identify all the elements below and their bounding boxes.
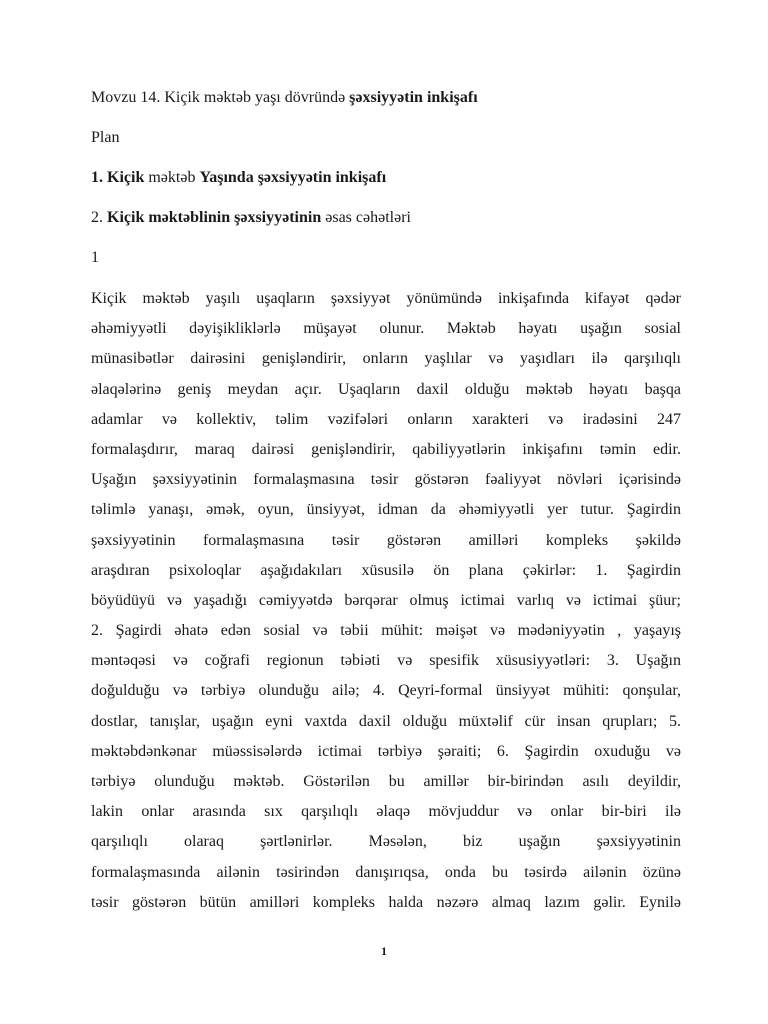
plan-item-2-part-3: əsas cəhətləri — [321, 209, 411, 226]
body-line: təsir göstərən bütün amilləri kompleks halda nəzərə almaq lazım gəlir. Eynilə — [91, 893, 681, 911]
body-line: məntəqəsi və coğrafi regionun təbiəti və spesifik xüsusiyyətləri: 3. Uşağın — [91, 652, 681, 670]
body-line: şəxsiyyətinin formalaşmasına təsir göstərən amilləri kompleks şəkildə — [91, 531, 681, 549]
body-line: dostlar, tanışlar, uşağın eyni vaxtda daxil olduğu müxtəlif cür insan qrupları; 5. — [91, 712, 681, 730]
document-title — [91, 88, 681, 108]
body-line: tərbiyə olunduğu məktəb. Göstərilən bu amillər bir-birindən asılı deyildir, — [91, 773, 681, 790]
body-line: Uşağın şəxsiyyətinin formalaşmasına təsir göstərən fəaliyyət növləri içərisində — [91, 471, 681, 489]
plan-item-1-part-3: Yaşında şəxsiyyətin inkişafı — [199, 169, 387, 186]
plan-item-2-part-2: Kiçik məktəblinin şəxsiyyətinin — [107, 209, 322, 226]
body-line: Kiçik məktəb yaşılı uşaqların şəxsiyyət yönümündə inkişafında kifayət qədər — [91, 290, 681, 307]
plan-item-1-part-2: məktəb — [144, 169, 200, 186]
body-line: təlimlə yanaşı, əmək, oyun, ünsiyyət, idman da əhəmiyyətli yer tutur. Şagirdin — [91, 501, 681, 519]
section-number: 1 — [91, 249, 99, 266]
body-line: əlaqələrinə geniş meydan açır. Uşaqların daxil olduğu məktəb həyatı başqa — [91, 380, 681, 398]
plan-item-2-part-1: 2. — [91, 209, 107, 226]
body-line: 2. Şagirdi əhatə edən sosial və təbii mühit: məişət və mədəniyyətin , yaşayış — [91, 622, 681, 640]
title-bold-part: şəxsiyyətin inkişafı — [349, 89, 478, 106]
body-line: böyüdüyü və yaşadığı cəmiyyətdə bərqərar olmuş ictimai varlıq və ictimai şüur; — [91, 591, 681, 609]
plan-item-1-part-1: 1. Kiçik — [91, 169, 145, 186]
body-line: adamlar və kollektiv, təlim vəzifələri onların xarakteri və iradəsini 247 — [91, 410, 681, 428]
body-line: məktəbdənkənar müəssisələrdə ictimai tərbiyə şəraiti; 6. Şagirdin oxuduğu və — [91, 742, 681, 760]
document-content — [91, 88, 681, 918]
body-paragraph — [91, 284, 681, 918]
body-line: formalaşdırır, maraq dairəsi genişləndirir, qabiliyyətlərin inkişafını təmin edir. — [91, 440, 681, 458]
plan-item-2 — [91, 208, 681, 228]
body-line: formalaşmasında ailənin təsirindən danışırıqsa, onda bu təsirdə ailənin özünə — [91, 863, 681, 881]
title-prefix: Movzu 14. Kiçik məktəb yaşı dövründə — [91, 89, 350, 106]
plan-item-1 — [91, 168, 681, 188]
body-line: qarşılıqlı olaraq şərtlənirlər. Məsələn, biz uşağın şəxsiyyətinin — [91, 833, 681, 851]
page-number: 1 — [381, 944, 387, 958]
body-line: araşdıran psixoloqlar aşağıdakıları xüsusilə ön plana çəkirlər: 1. Şagirdin — [91, 561, 681, 579]
body-line: əhəmiyyətli dəyişikliklərlə müşayət olunur. Məktəb həyatı uşağın sosial — [91, 320, 681, 338]
body-line: doğulduğu və tərbiyə olunduğu ailə; 4. Qeyri-formal ünsiyyət mühiti: qonşular, — [91, 682, 681, 700]
plan-label: Plan — [91, 129, 120, 146]
body-line: lakin onlar arasında sıx qarşılıqlı əlaqə mövjuddur və onlar bir-biri ilə — [91, 803, 681, 821]
body-line: münasibətlər dairəsini genişləndirir, onların yaşlılar və yaşıdları ilə qarşılıqlı — [91, 350, 681, 368]
